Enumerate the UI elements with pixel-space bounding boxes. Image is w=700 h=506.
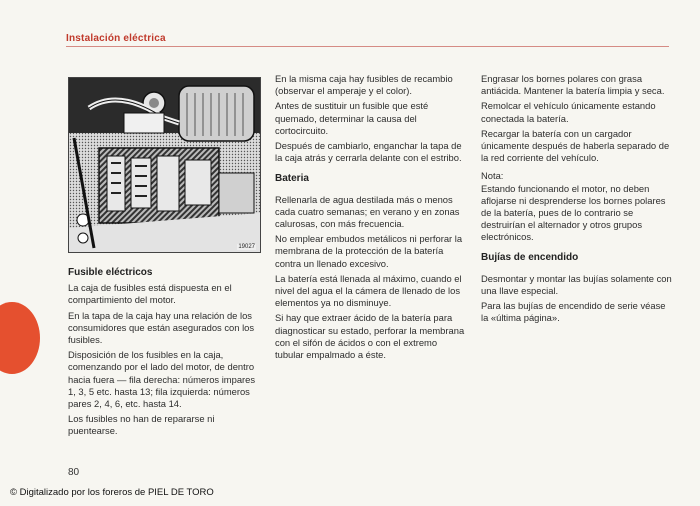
header-divider — [66, 46, 669, 47]
paragraph: En la misma caja hay fusibles de recambio (observar el amperaje y el color). — [275, 73, 453, 97]
paragraph: Desmontar y montar las bujías solamente con una llave especial. — [481, 272, 672, 297]
page-number: 80 — [68, 467, 80, 478]
paragraph: Engrasar los bornes polares con grasa antiácida. Mantener la batería limpia y seca. — [481, 73, 665, 97]
engine-compartment-photo — [68, 77, 261, 253]
paragraph: Para las bujías de encendido de serie véase la «última página». — [481, 300, 666, 324]
paragraph: La batería está llenada al máximo, cuando el nivel del agua el la cámera de llenado de los elementos ya no disminuye. — [275, 272, 462, 309]
figure-code: 19027 — [238, 244, 255, 250]
heading-bujias: Bujías de encendido — [481, 251, 579, 263]
paragraph: La caja de fusibles está dispuesta en el compartimiento del motor. — [68, 282, 232, 306]
heading-fusibles: Fusible eléctricos — [68, 267, 153, 278]
paragraph: Antes de sustituir un fusible que esté quemado, determinar la causa del cortocircuito. — [275, 100, 429, 136]
engine-illustration — [69, 78, 260, 252]
column-bujias — [481, 73, 673, 328]
scan-credit: © Digitalizado por los foreros de PIEL DE TORO — [10, 487, 214, 498]
paragraph: No emplear embudos metálicos ni perforar la membrana de la protección de la batería contra un llenado excesivo. — [275, 233, 463, 269]
paragraph: Después de cambiarlo, enganchar la tapa de la caja atrás y cerrarla delante con el estribo. — [275, 140, 462, 164]
paragraph: Si hay que extraer ácido de la batería para diagnosticar su estado, perforar la membrana con el sifón de ácidos o con el extremo tubular empalmado a éste. — [275, 312, 465, 361]
paragraph: Recargar la batería con un cargador únicamente después de haberla separado de la red corriente del vehículo. — [481, 127, 670, 164]
paragraph: Remolcar el vehículo únicamente estando conectada la batería. — [481, 100, 656, 124]
note-text: Estando funcionando el motor, no deben aflojarse ni desprenderse los bornes polares de la batería, pues de lo contrario se destruirían el alternador y otros grupos electrónicos. — [481, 182, 666, 243]
column-bateria — [275, 73, 468, 364]
section-title: Instalación eléctrica — [66, 33, 166, 44]
paragraph: Los fusibles no han de repararse ni puentearse. — [68, 413, 215, 437]
heading-bateria: Bateria — [275, 173, 309, 185]
paragraph: Rellenarla de agua destilada más o menos cada cuatro semanas; en verano y en zonas calurosas, con más frecuencia. — [275, 193, 460, 230]
column-fusibles — [68, 267, 260, 441]
paragraph: En la tapa de la caja hay una relación de los consumidores que están asegurados con los fusibles. — [68, 309, 255, 346]
paragraph: Disposición de los fusibles en la caja, comenzando por el lado del motor, de dentro hacia fuera — fila derecha: números impares 1, 3, 5 etc. hasta 13; fila izquierda: números pares 2, 4, 6, etc. hasta 14. — [68, 349, 256, 410]
note-label: Nota: — [481, 170, 504, 182]
